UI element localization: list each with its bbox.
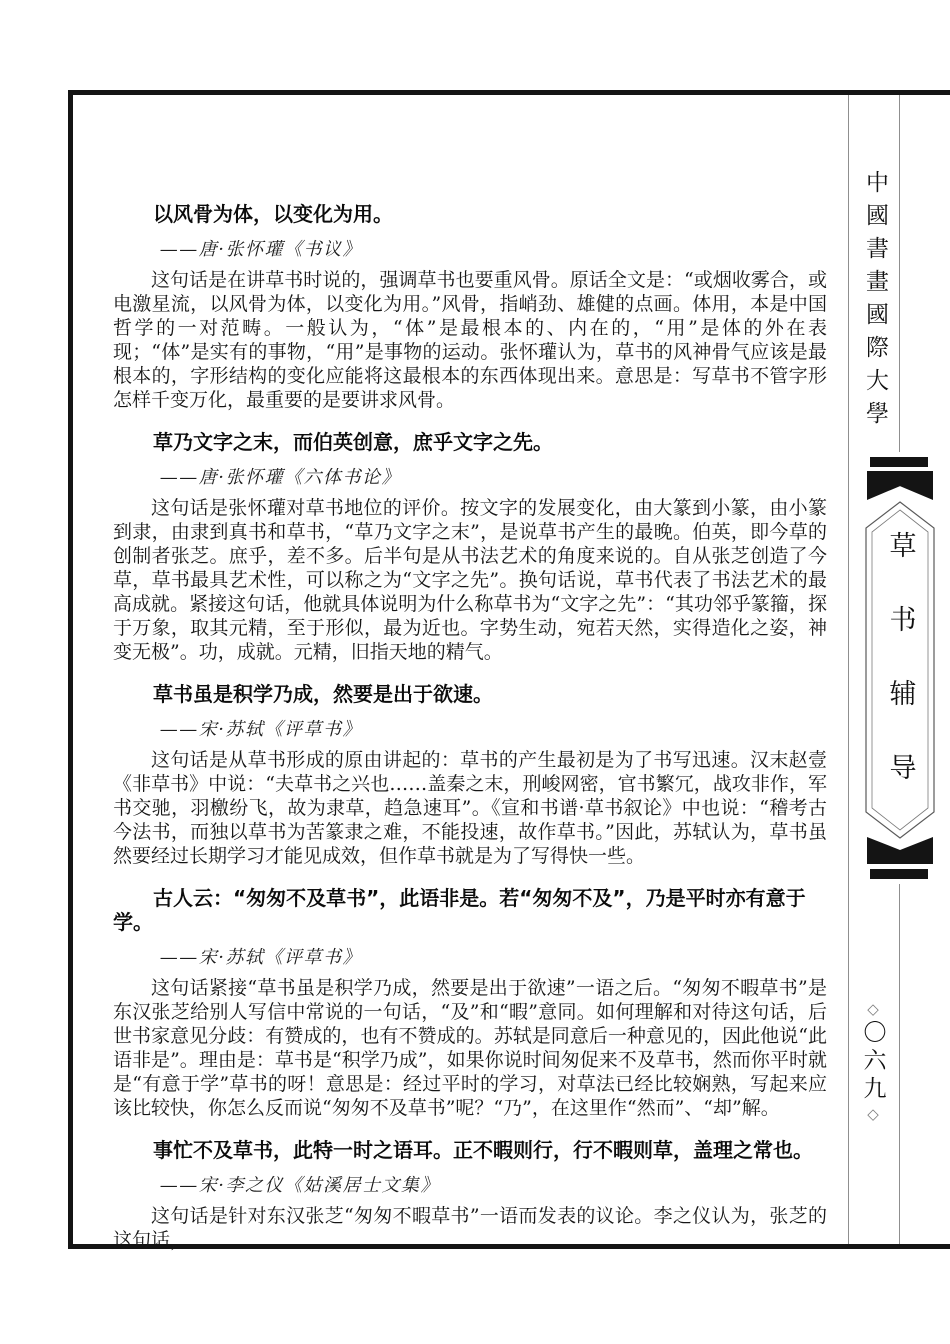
banner-bottom-ribbon-icon	[867, 837, 933, 864]
chapter-banner	[864, 452, 936, 884]
main-text-column	[113, 184, 827, 1252]
banner-top-bar	[870, 457, 928, 467]
entry-commentary: 这句话是从草书形成的原由讲起的：草书的产生最初是为了书写迅速。汉末赵壹《非草书》中说：“夫草书之兴也……盖秦之末，刑峻网密，官书繁冗，战攻非作，军书交驰，羽檄纷飞，故为隶草，趋急速耳”。《宣和书谱·草书叙论》中也说：“稽考古今法书，而独以草书为苦篆隶之难，不能投速，故作草书。”因此，苏轼认为，草书虽然要经过长期学习才能见成效，但作草书就是为了写得快一些。	[113, 749, 827, 867]
page-number-text: 〇六九	[859, 1020, 886, 1104]
banner-plaque	[865, 501, 935, 839]
entry-heading: 以风骨为体，以变化为用。	[153, 202, 393, 226]
entry-commentary: 这句话是张怀瓘对草书地位的评价。按文字的发展变化，由大篆到小篆，由小篆到隶，由隶到真书和草书，“草乃文字之末”，是说草书产生的最晚。伯英，即今草的创制者张芝。庶乎，差不多。后半句是从书法艺术的角度来说的。自从张芝创造了今草，草书最具艺术性，可以称之为“文字之先”。换句话说，草书代表了书法艺术的最高成就。紧接这句话，他就具体说明为什么称草书为“文字之先”：“其功邻乎篆籀，探于万象，取其元精，至于形似，最为近也。字势生动，宛若天然，实得造化之姿，神变无极”。功，成就。元精，旧指天地的精气。	[113, 497, 827, 663]
banner-bottom-bar	[870, 869, 928, 879]
entry-section	[113, 682, 827, 868]
entry-commentary: 这句话是针对东汉张芝“匆匆不暇草书”一语而发表的议论。李之仪认为，张芝的这句话，	[113, 1205, 827, 1251]
entry-attribution: ——唐·张怀瓘《六体书论》	[159, 467, 402, 488]
frame-border-top	[68, 90, 950, 95]
banner-title: 草书辅导	[884, 531, 916, 827]
entry-heading: 古人云：“匆匆不及草书”，此语非是。若“匆匆不及”，乃是平时亦有意于学。	[113, 886, 806, 934]
entry-section	[113, 1138, 827, 1252]
spine-title: 中國書畫國際大學	[862, 170, 888, 434]
entry-heading: 草书虽是积学乃成，然要是出于欲速。	[153, 682, 493, 706]
entry-section	[113, 430, 827, 664]
entry-commentary: 这句话紧接“草书虽是积学乃成，然要是出于欲速”一语之后。“匆匆不暇草书”是东汉张芝给别人写信中常说的一句话，“及”和“暇”意同。如何理解和对待这句话，后世书家意见分歧：有赞成的，也有不赞成的。苏轼是同意后一种意见的，因此他说“此语非是”。理由是：草书是“积学乃成”，如果你说时间匆促来不及草书，然而你平时就是“有意于学”草书的呀！意思是：经过平时的学习，对草法已经比较娴熟，写起来应该比较快，你怎么反而说“匆匆不及草书”呢？“乃”，在这里作“然而”、“却”解。	[113, 977, 827, 1119]
diamond-icon: ◇	[867, 1105, 879, 1123]
entry-heading: 草乃文字之末，而伯英创意，庶乎文字之先。	[153, 430, 553, 454]
page-number	[855, 1002, 891, 1122]
entry-attribution: ——宋·苏轼《评草书》	[159, 947, 363, 968]
entry-section	[113, 886, 827, 1120]
diamond-icon: ◇	[867, 1000, 879, 1018]
frame-border-left	[68, 90, 73, 1249]
banner-top-ribbon-icon	[867, 471, 933, 500]
entry-heading: 事忙不及草书，此特一时之语耳。正不暇则行，行不暇则草，盖理之常也。	[153, 1138, 813, 1162]
entry-commentary: 这句话是在讲草书时说的，强调草书也要重风骨。原话全文是：“或烟收雾合，或电激星流，以风骨为体，以变化为用。”风骨，指峭劲、雄健的点画。体用，本是中国哲学的一对范畴。一般认为，“体”是最根本的、内在的，“用”是体的外在表现；“体”是实有的事物，“用”是事物的运动。张怀瓘认为，草书的风神骨气应该是最根本的，字形结构的变化应能将这最根本的东西体现出来。意思是：写草书不管字形怎样千变万化，最重要的是要讲求风骨。	[113, 269, 827, 411]
entry-attribution: ——唐·张怀瓘《书议》	[159, 239, 363, 260]
sidebar-rule-inner	[848, 95, 849, 1244]
entry-attribution: ——宋·苏轼《评草书》	[159, 719, 363, 740]
entry-attribution: ——宋·李之仪《姑溪居士文集》	[159, 1175, 441, 1196]
entry-section	[113, 202, 827, 412]
